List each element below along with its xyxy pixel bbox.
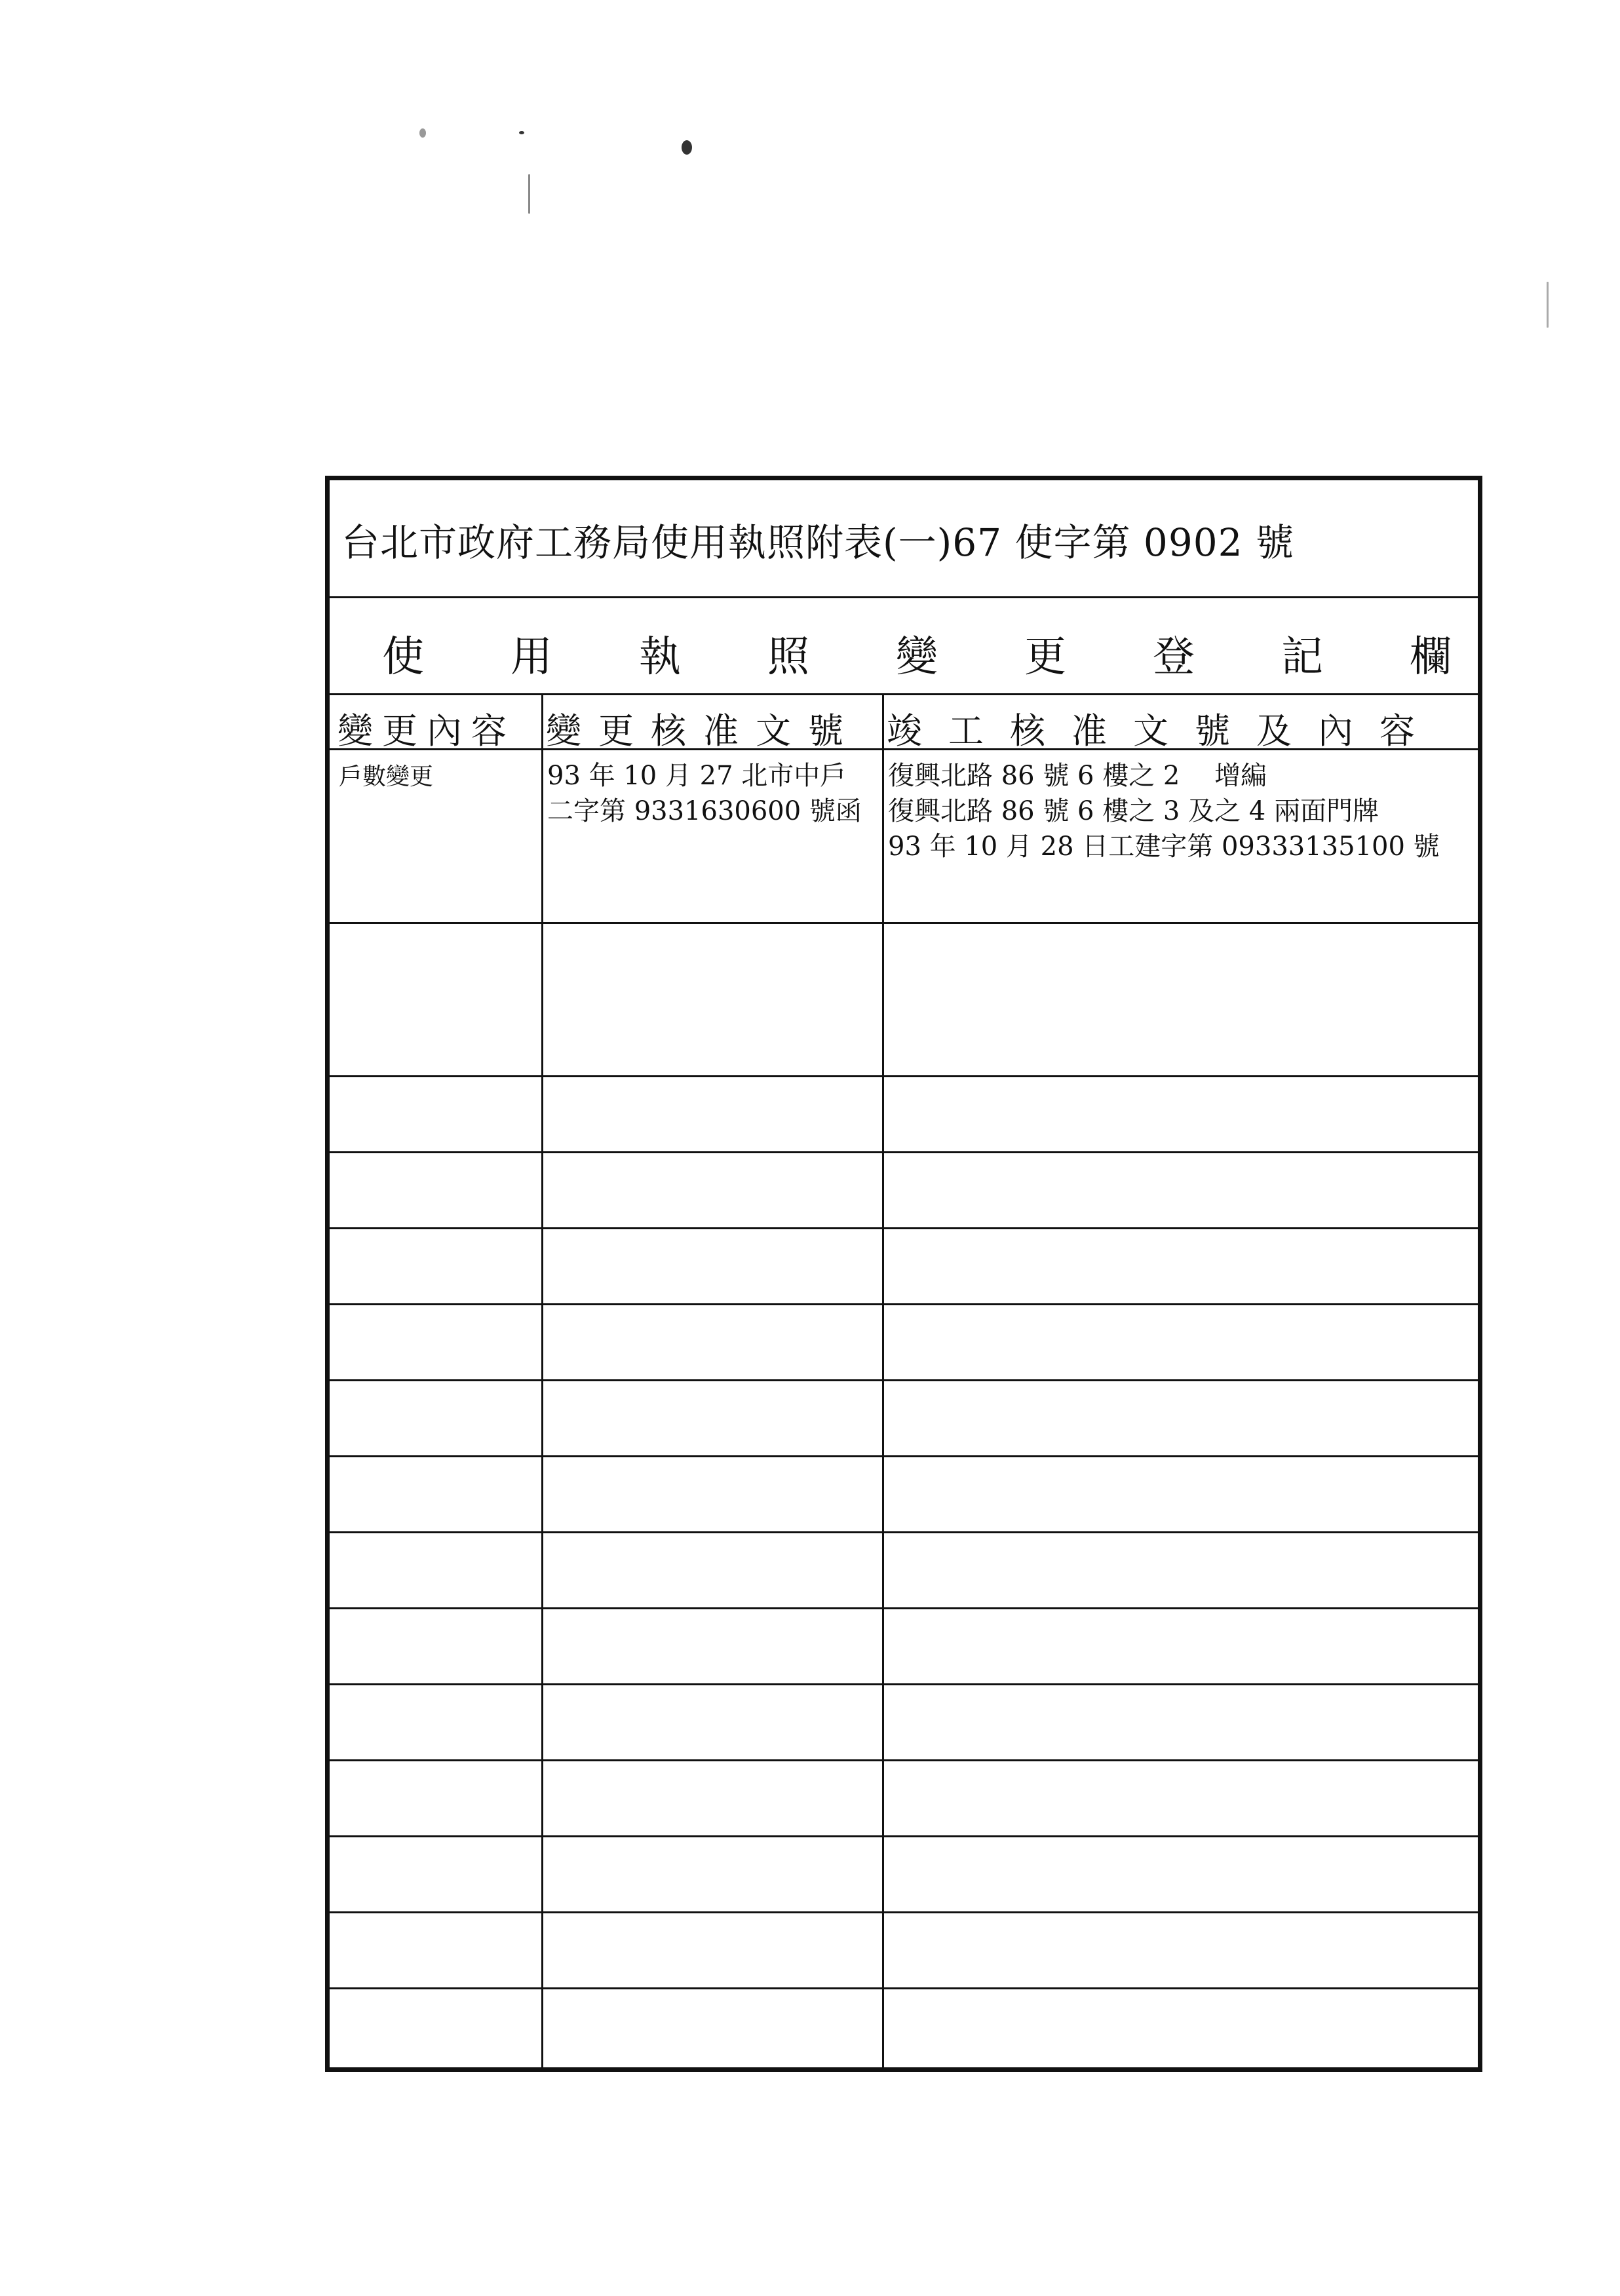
heading-char: 欄 (1410, 633, 1452, 681)
cell-approval-no-line: 二字第 9331630600 號函 (547, 796, 862, 826)
row-divider (330, 1303, 1478, 1305)
scan-speck (528, 174, 530, 214)
row-divider (330, 1379, 1478, 1381)
cell-completion-line: 復興北路 86 號 6 樓之 3 及之 4 兩面門牌 (888, 796, 1379, 826)
row-divider (330, 1227, 1478, 1229)
cell-completion-line: 93 年 10 月 28 日工建字第 09333135100 號 (888, 832, 1440, 862)
heading-char: 記 (1281, 633, 1323, 681)
row-divider (330, 1683, 1478, 1685)
row-divider (330, 1151, 1478, 1153)
row-divider (330, 1607, 1478, 1609)
heading-char: 變 (896, 633, 938, 681)
row-divider (330, 1759, 1478, 1761)
cell-approval-no-line: 93 年 10 月 27 北市中戶 (547, 761, 847, 791)
heading-char: 登 (1153, 633, 1195, 681)
heading-char: 照 (767, 633, 809, 681)
heading-char: 用 (511, 633, 552, 681)
cell-change-content: 戶數變更 (339, 763, 434, 790)
row-divider (330, 922, 1478, 924)
column-header-approval-no: 變更核准文號 (546, 710, 860, 752)
scan-speck (682, 140, 692, 155)
title-row (330, 480, 1478, 598)
row-divider (330, 1455, 1478, 1457)
scan-speck (419, 128, 426, 138)
row-divider (330, 1531, 1478, 1533)
row-divider (330, 1835, 1478, 1837)
row-divider (330, 1075, 1478, 1077)
scan-speck (1547, 282, 1549, 328)
column-divider (541, 695, 543, 2067)
scan-speck (519, 131, 524, 134)
row-divider (330, 1987, 1478, 1989)
license-amendment-form (325, 476, 1482, 2072)
form-title: 台北市政府工務局使用執照附表(一)67 使字第 0902 號 (341, 520, 1294, 565)
heading-char: 更 (1024, 633, 1066, 681)
column-header-completion: 竣工核准文號及內容 (887, 710, 1441, 752)
column-divider (882, 695, 884, 2067)
column-header-change-content: 變更內容 (338, 710, 516, 752)
column-header-row (330, 695, 1478, 750)
section-heading (382, 623, 1452, 683)
heading-char: 使 (382, 633, 424, 681)
cell-completion-line: 復興北路 86 號 6 樓之 2 增編 (888, 761, 1267, 791)
row-divider (330, 1911, 1478, 1913)
heading-char: 執 (639, 633, 681, 681)
section-heading-row (330, 598, 1478, 695)
